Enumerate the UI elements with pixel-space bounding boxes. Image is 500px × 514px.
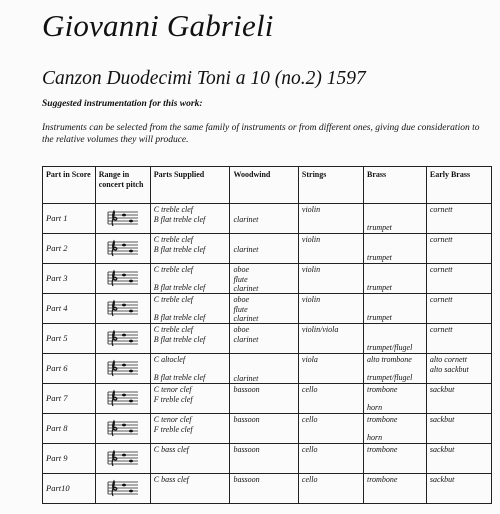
strings-cell — [298, 264, 363, 294]
range-staff-icon — [107, 447, 139, 469]
woodwind-line: clarinet — [233, 374, 259, 383]
parts-supplied-line: B flat treble clef — [153, 282, 206, 292]
part-label: Part 7 — [46, 392, 68, 403]
woodwind-cell — [230, 354, 298, 384]
parts-supplied-cell — [150, 444, 230, 474]
strings-cell — [298, 294, 363, 324]
header-strings: Strings — [298, 167, 363, 204]
strings-value: cello — [301, 415, 318, 424]
range-cell — [95, 474, 150, 504]
part-label: Part 2 — [46, 242, 68, 253]
strings-cell — [298, 234, 363, 264]
parts-supplied-line: C treble clef — [153, 235, 193, 244]
brass-cell — [364, 234, 427, 264]
early-brass-cell — [426, 414, 491, 444]
brass-line: trumpet — [367, 312, 392, 322]
strings-value: cello — [301, 445, 318, 454]
brass-cell — [364, 474, 427, 504]
table-row — [43, 264, 492, 294]
woodwind-cell — [230, 384, 298, 414]
header-brass: Brass — [364, 167, 427, 204]
woodwind-line: bassoon — [233, 415, 260, 424]
part-label: Part 5 — [46, 332, 68, 343]
table-row — [43, 474, 492, 504]
range-cell — [95, 234, 150, 264]
brass-line: trombone — [367, 475, 398, 484]
range-cell — [95, 414, 150, 444]
early-brass-line: cornett — [429, 235, 453, 244]
parts-supplied-cell — [150, 474, 230, 504]
parts-supplied-line: C treble clef — [153, 205, 193, 214]
early-brass-line: cornett — [429, 265, 453, 274]
composer-name: Giovanni Gabrieli — [42, 8, 274, 43]
part-label: Part 3 — [46, 272, 68, 283]
early-brass-cell — [426, 294, 491, 324]
range-staff-icon — [107, 207, 139, 229]
part-cell — [43, 294, 96, 324]
parts-supplied-line: C bass clef — [153, 445, 189, 454]
range-cell — [95, 324, 150, 354]
woodwind-cell — [230, 414, 298, 444]
part-cell — [43, 474, 96, 504]
table-row — [43, 234, 492, 264]
strings-value: violin/viola — [301, 325, 339, 334]
early-brass-cell — [426, 324, 491, 354]
strings-cell — [298, 414, 363, 444]
header-parts-supplied: Parts Supplied — [150, 167, 230, 204]
header-early-brass: Early Brass — [426, 167, 491, 204]
woodwind-line: bassoon — [233, 445, 260, 454]
table-row — [43, 324, 492, 354]
table-row — [43, 384, 492, 414]
early-brass-cell — [426, 354, 491, 384]
early-brass-line: sackbut — [429, 475, 455, 484]
part-cell — [43, 414, 96, 444]
brass-cell — [364, 294, 427, 324]
parts-supplied-cell — [150, 294, 230, 324]
strings-value: violin — [301, 205, 321, 214]
woodwind-cell — [230, 264, 298, 294]
parts-supplied-line: C tenor clef — [153, 385, 192, 394]
early-brass-cell — [426, 234, 491, 264]
strings-cell — [298, 384, 363, 414]
strings-value: cello — [301, 385, 318, 394]
part-cell — [43, 444, 96, 474]
table-row — [43, 354, 492, 384]
parts-supplied-line: B flat treble clef — [153, 214, 206, 224]
woodwind-line: clarinet — [233, 244, 259, 254]
range-staff-icon — [107, 327, 139, 349]
strings-value: viola — [301, 355, 318, 364]
brass-cell — [364, 444, 427, 474]
brass-cell — [364, 324, 427, 354]
range-cell — [95, 264, 150, 294]
table-row — [43, 414, 492, 444]
woodwind-line: clarinet — [233, 214, 259, 224]
suggested-heading: Suggested instrumentation for this work: — [42, 99, 203, 109]
early-brass-line: sackbut — [429, 385, 455, 394]
early-brass-cell — [426, 474, 491, 504]
part-label: Part 8 — [46, 422, 68, 433]
strings-cell — [298, 474, 363, 504]
part-label: Part10 — [46, 482, 70, 493]
brass-line: trombone — [367, 445, 398, 454]
parts-supplied-cell — [150, 324, 230, 354]
range-cell — [95, 354, 150, 384]
range-staff-icon — [107, 387, 139, 409]
parts-supplied-line: B flat treble clef — [153, 372, 206, 382]
early-brass-cell — [426, 204, 491, 234]
part-label: Part 1 — [46, 212, 68, 223]
early-brass-line: alto sackbut — [429, 364, 469, 374]
brass-cell — [364, 414, 427, 444]
strings-cell — [298, 204, 363, 234]
part-cell — [43, 384, 96, 414]
parts-supplied-line: C bass clef — [153, 475, 189, 484]
range-cell — [95, 294, 150, 324]
woodwind-cell — [230, 474, 298, 504]
table-row — [43, 294, 492, 324]
woodwind-line: oboe — [233, 325, 249, 334]
range-staff-icon — [107, 357, 139, 379]
parts-supplied-cell — [150, 264, 230, 294]
parts-supplied-line: B flat treble clef — [153, 244, 206, 254]
woodwind-cell — [230, 324, 298, 354]
parts-supplied-cell — [150, 414, 230, 444]
brass-cell — [364, 264, 427, 294]
brass-line: trumpet — [367, 252, 392, 262]
woodwind-line: oboe — [233, 295, 249, 304]
early-brass-cell — [426, 384, 491, 414]
early-brass-cell — [426, 444, 491, 474]
part-cell — [43, 354, 96, 384]
parts-supplied-cell — [150, 384, 230, 414]
parts-supplied-line: F treble clef — [153, 424, 193, 434]
parts-supplied-line: B flat treble clef — [153, 334, 206, 344]
brass-line: horn — [367, 432, 383, 442]
part-cell — [43, 264, 96, 294]
strings-value: violin — [301, 235, 321, 244]
early-brass-line: sackbut — [429, 415, 455, 424]
header-woodwind: Woodwind — [230, 167, 298, 204]
brass-line: trumpet — [367, 282, 392, 292]
part-cell — [43, 234, 96, 264]
range-staff-icon — [107, 237, 139, 259]
brass-line: horn — [367, 402, 383, 412]
range-cell — [95, 204, 150, 234]
parts-supplied-cell — [150, 234, 230, 264]
parts-supplied-line: C tenor clef — [153, 415, 192, 424]
parts-supplied-line: C treble clef — [153, 295, 193, 304]
range-staff-icon — [107, 297, 139, 319]
part-label: Part 9 — [46, 452, 68, 463]
woodwind-line: flute — [233, 304, 248, 314]
early-brass-line: sackbut — [429, 445, 455, 454]
brass-cell — [364, 384, 427, 414]
early-brass-line: cornett — [429, 295, 453, 304]
brass-cell — [364, 204, 427, 234]
woodwind-line: clarinet — [233, 314, 259, 323]
part-cell — [43, 204, 96, 234]
range-staff-icon — [107, 267, 139, 289]
work-title: Canzon Duodecimi Toni a 10 (no.2) 1597 — [42, 68, 366, 89]
table-row — [43, 204, 492, 234]
early-brass-line: cornett — [429, 325, 453, 334]
part-label: Part 6 — [46, 362, 68, 373]
brass-line: trumpet/flugel — [367, 372, 413, 382]
strings-value: cello — [301, 475, 318, 484]
strings-cell — [298, 354, 363, 384]
parts-supplied-line: B flat treble clef — [153, 312, 206, 322]
header-range: Range in concert pitch — [95, 167, 150, 204]
parts-supplied-line: C treble clef — [153, 265, 193, 274]
range-staff-icon — [107, 477, 139, 499]
parts-supplied-line: C treble clef — [153, 325, 193, 334]
strings-value: violin — [301, 295, 321, 304]
woodwind-cell — [230, 444, 298, 474]
header-part: Part in Score — [43, 167, 96, 204]
woodwind-cell — [230, 234, 298, 264]
woodwind-line: oboe — [233, 265, 249, 274]
range-cell — [95, 444, 150, 474]
brass-cell — [364, 354, 427, 384]
woodwind-line: flute — [233, 274, 248, 284]
early-brass-line: alto cornett — [429, 355, 467, 364]
parts-supplied-line: C altoclef — [153, 355, 186, 364]
part-cell — [43, 324, 96, 354]
woodwind-line: clarinet — [233, 334, 259, 344]
instrumentation-note: Instruments can be selected from the same family of instruments or from different ones, giving due consideration to the relative volumes they will produce. — [42, 123, 480, 145]
range-staff-icon — [107, 417, 139, 439]
strings-cell — [298, 324, 363, 354]
woodwind-line: bassoon — [233, 385, 260, 394]
brass-line: alto trombone — [367, 355, 412, 364]
parts-supplied-line: F treble clef — [153, 394, 193, 404]
brass-line: trumpet — [367, 222, 392, 232]
part-label: Part 4 — [46, 302, 68, 313]
woodwind-cell — [230, 204, 298, 234]
woodwind-cell — [230, 294, 298, 324]
brass-line: trumpet/flugel — [367, 342, 413, 352]
woodwind-line: bassoon — [233, 475, 260, 484]
parts-supplied-cell — [150, 204, 230, 234]
woodwind-line: clarinet — [233, 284, 259, 293]
range-cell — [95, 384, 150, 414]
strings-value: violin — [301, 265, 321, 274]
instrumentation-table — [42, 166, 492, 504]
early-brass-line: cornett — [429, 205, 453, 214]
parts-supplied-cell — [150, 354, 230, 384]
brass-line: trombone — [367, 415, 398, 424]
early-brass-cell — [426, 264, 491, 294]
strings-cell — [298, 444, 363, 474]
brass-line: trombone — [367, 385, 398, 394]
table-row — [43, 444, 492, 474]
